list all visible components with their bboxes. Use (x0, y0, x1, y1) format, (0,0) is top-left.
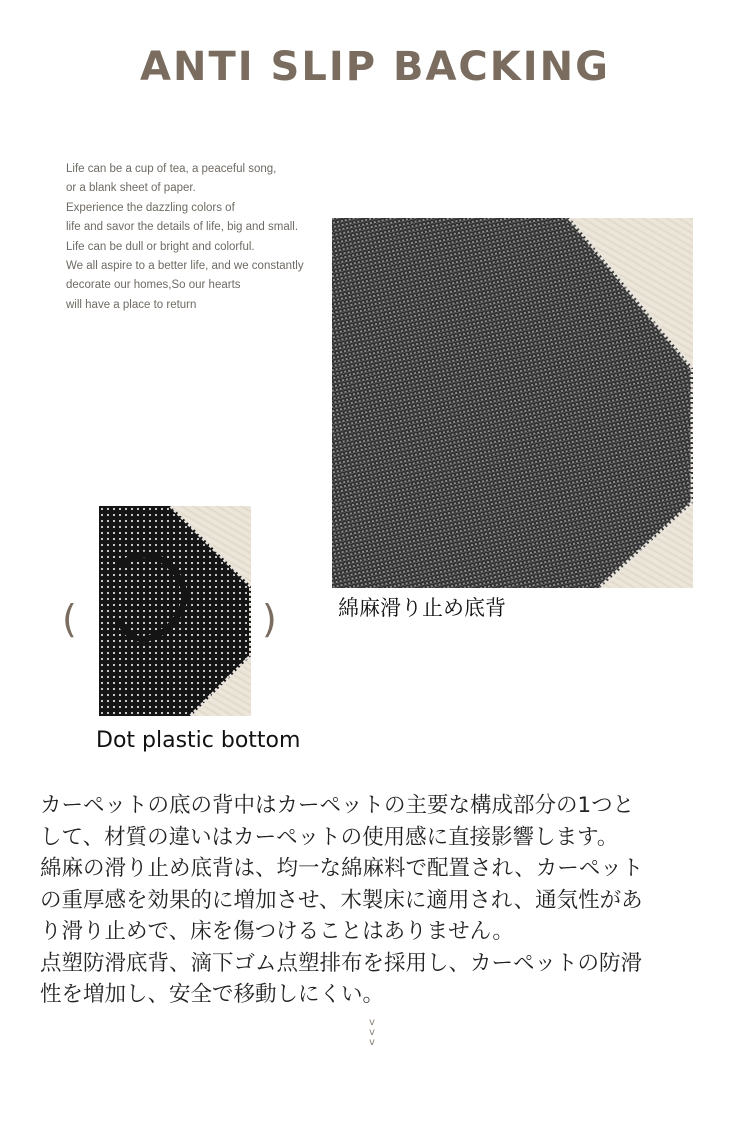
description-line: して、材質の違いはカーペットの使用感に直接影響します。 (40, 824, 619, 850)
poem-line: will have a place to return (66, 298, 197, 311)
chevron-down-icon: v (369, 1017, 375, 1028)
linen-backing-caption: 綿麻滑り止め底背 (338, 596, 506, 620)
poem-line: decorate our homes,So our hearts (66, 279, 241, 292)
poem-line: Experience the dazzling colors of (66, 201, 235, 214)
dot-backing-photo (99, 506, 251, 716)
right-parenthesis: ) (262, 597, 277, 641)
description-line: 点塑防滑底背、滴下ゴム点塑排布を採用し、カーペットの防滑 (40, 950, 643, 976)
description-line: 性を増加し、安全で移動しにくい。 (40, 982, 385, 1007)
description-line: の重厚感を効果的に増加させ、木製床に適用され、通気性があ (40, 887, 643, 913)
left-parenthesis: ( (62, 597, 77, 641)
poem-line: life and savor the details of life, big and small. (66, 221, 299, 234)
description-line: り滑り止めで、床を傷つけることはありません。 (40, 919, 514, 944)
description-text (40, 790, 720, 1011)
linen-backing-photo (332, 218, 693, 588)
poem-line: Life can be dull or bright and colorful. (66, 240, 255, 253)
poem-line: Life can be a cup of tea, a peaceful song, (66, 163, 277, 175)
page-title: ANTI SLIP BACKING (140, 44, 610, 90)
dot-backing-caption: Dot plastic bottom (96, 728, 301, 753)
description-line: 綿麻の滑り止め底背は、均一な綿麻料で配置され、カーペット (40, 856, 644, 881)
chevron-down-icon: v (369, 1027, 375, 1038)
description-line: カーペットの底の背中はカーペットの主要な構成部分の1つと (40, 793, 635, 818)
chevron-down-icon: v (369, 1037, 375, 1048)
scroll-down-icon (360, 1018, 384, 1048)
poem-line: We all aspire to a better life, and we constantly (66, 260, 304, 273)
poem-line: or a blank sheet of paper. (66, 182, 196, 195)
poem-text (66, 160, 336, 315)
